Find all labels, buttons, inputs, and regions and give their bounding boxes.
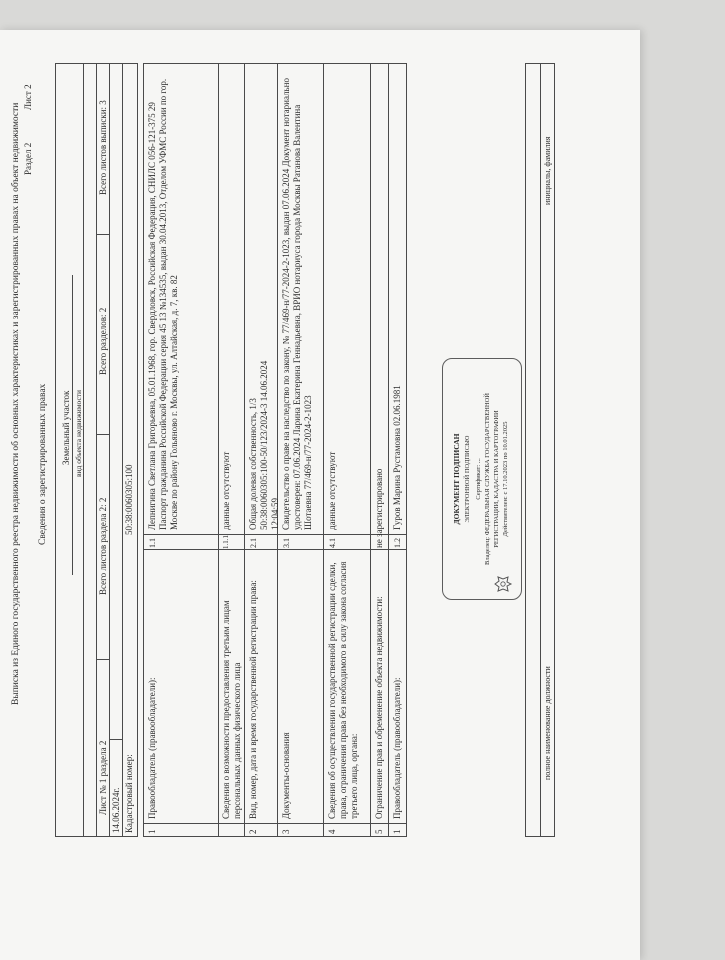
row-3-num: 2 bbox=[248, 829, 258, 834]
sheet-label: Лист 2 bbox=[23, 84, 33, 110]
row-5-value: данные отсутствуют bbox=[327, 451, 337, 530]
signature-caption: инициалы, фамилия bbox=[543, 136, 552, 205]
cadastral-label: Кадастровый номер: bbox=[124, 754, 134, 833]
col-label-divider bbox=[143, 549, 407, 550]
row-7-value: Гуров Марина Рустамовна 02.06.1981 bbox=[392, 385, 402, 530]
summary-divider-d bbox=[109, 739, 122, 740]
row-2-sub: 1.1.1 bbox=[222, 535, 230, 549]
row-5-sub: 4.1 bbox=[328, 538, 337, 548]
stamp-owner: Владелец: ФЕДЕРАЛЬНАЯ СЛУЖБА ГОСУДАРСТВЕННОЙ bbox=[484, 393, 491, 565]
sheets-in-section: Всего листов раздела 2: 2 bbox=[98, 497, 108, 595]
footer-middle bbox=[540, 63, 541, 837]
col-num-divider bbox=[143, 823, 407, 824]
row-sep-2 bbox=[244, 63, 245, 837]
electronic-signature-stamp bbox=[442, 358, 522, 600]
document-heading: Выписка из Единого государственного реестра недвижимости об основных характеристиках и зарегистрированных правах на объект недвижимости bbox=[11, 102, 21, 705]
row-7-sub: 1.2 bbox=[393, 538, 402, 548]
row-sep-4 bbox=[323, 63, 324, 837]
row-4-sub: 3.1 bbox=[282, 538, 291, 548]
stamp-title: ДОКУМЕНТ ПОДПИСАН bbox=[452, 433, 461, 525]
cadastral-border-right bbox=[122, 63, 137, 64]
section-subtitle: Сведения о зарегистрированных правах bbox=[38, 383, 48, 545]
position-caption: полное наименование должности bbox=[543, 666, 552, 780]
header-border-left bbox=[55, 836, 83, 837]
summary-line-3 bbox=[109, 63, 110, 837]
table-left bbox=[143, 836, 407, 837]
stamp-validity: Действителен: с 17.10.2023 по 10.01.2025 bbox=[502, 421, 509, 537]
summary-line-1 bbox=[83, 63, 84, 837]
summary-line-2 bbox=[96, 63, 97, 837]
header-border-right bbox=[55, 63, 83, 64]
row-7-num: 1 bbox=[392, 829, 402, 834]
row-6-num: 5 bbox=[374, 829, 384, 834]
footer-bottom bbox=[554, 63, 555, 837]
row-6-value: не зарегистрировано bbox=[374, 468, 384, 548]
row-1-num: 1 bbox=[147, 829, 157, 834]
row-sep-5 bbox=[370, 63, 371, 837]
col-sub-divider bbox=[143, 534, 407, 535]
header-border-top bbox=[55, 63, 56, 837]
summary-divider-b bbox=[96, 434, 109, 435]
row-sep-6 bbox=[388, 63, 389, 837]
object-type: Земельный участок bbox=[61, 390, 71, 465]
summary-divider-a bbox=[96, 659, 109, 660]
section-label: Раздел 2 bbox=[23, 142, 33, 175]
cadastral-line bbox=[137, 63, 138, 837]
stamp-subtitle: ЭЛЕКТРОННОЙ ПОДПИСЬЮ bbox=[464, 435, 471, 523]
footer-top bbox=[525, 63, 526, 837]
rotated-extract bbox=[5, 55, 635, 955]
row-4-num: 3 bbox=[281, 829, 291, 834]
row-3-sub: 2.1 bbox=[249, 538, 258, 548]
table-right bbox=[143, 63, 407, 64]
row-5-num: 4 bbox=[327, 829, 337, 834]
row-1-sub: 1.1 bbox=[148, 538, 157, 548]
stamp-certificate: Сертификат: ... bbox=[475, 458, 482, 500]
row-5-label: Сведения об осуществлении государственной регистрации сделки, права, ограничения права без необходимого в силу закона согласия третьего лица, органа: bbox=[327, 561, 359, 819]
stamp-owner-cont: РЕГИСТРАЦИИ, КАДАСТРА И КАРТОГРАФИИ bbox=[493, 410, 500, 548]
row-1-label: Правообладатель (правообладатели): bbox=[147, 677, 157, 819]
cadastral-border-left bbox=[122, 836, 137, 837]
summary-border-left bbox=[83, 836, 122, 837]
table-bottom bbox=[406, 63, 407, 837]
row-2-label: Сведения о возможности предоставления третьим лицам персональных данных физического лица bbox=[221, 600, 242, 819]
row-4-value: Свидетельство о праве на наследство по закону, № 77/469-н/77-2024-2-1023, выдан 07.06.2024 Документ нотариально удостоверен: 07.06.2024 Ларина Екатерина Геннадьевна, ВРИО нотариуса города Москвы Ратанова Валентина Шотаевна 77/469-н/77-2024-2-1023 bbox=[281, 78, 313, 530]
sheet-number: Лист № 1 раздела 2 bbox=[98, 740, 108, 815]
summary-line-4 bbox=[122, 63, 123, 837]
object-type-caption: вид объекта недвижимости bbox=[74, 389, 83, 477]
footer-left bbox=[525, 836, 554, 837]
row-2-value: данные отсутствуют bbox=[221, 451, 231, 530]
table-top bbox=[143, 63, 144, 837]
object-type-underline bbox=[72, 275, 73, 575]
row-1-value: Лепнигина Светлана Григорьевна, 05.01.1968, гор. Свердловск, Российская Федерация, СНИЛС 056-121-375 29 Паспорт гражданина Российской Федерации серия 45 13 №134535, выдан 30.04.2013, Отделом УФМС России по гор. Москве по району Гольяново г. Москвы, ул. Алтайская, д. 7, кв. 82 bbox=[147, 78, 179, 530]
summary-divider-c bbox=[96, 234, 109, 235]
row-3-label: Вид, номер, дата и время государственной регистрации права: bbox=[248, 580, 258, 819]
summary-border-right bbox=[83, 63, 122, 64]
sheets-total: Всего листов выписки: 3 bbox=[98, 100, 108, 195]
row-sep-1 bbox=[218, 63, 219, 837]
footer-right bbox=[525, 63, 554, 64]
row-7-label: Правообладатель (правообладатели): bbox=[392, 677, 402, 819]
extract-date: 14.06.2024г. bbox=[111, 787, 121, 833]
row-4-label: Документы-основания bbox=[281, 732, 291, 819]
document-page bbox=[0, 30, 640, 960]
cadastral-value: 50:38:0060305:100 bbox=[124, 464, 134, 535]
row-6-label: Ограничение прав и обременение объекта недвижимости: bbox=[374, 596, 384, 819]
sections-total: Всего разделов: 2 bbox=[98, 307, 108, 375]
row-3-value: Общая долевая собственность, 1/3 50:38:0060305:100-50/123/2024-3 14.06.2024 12:04:59 bbox=[248, 360, 280, 530]
